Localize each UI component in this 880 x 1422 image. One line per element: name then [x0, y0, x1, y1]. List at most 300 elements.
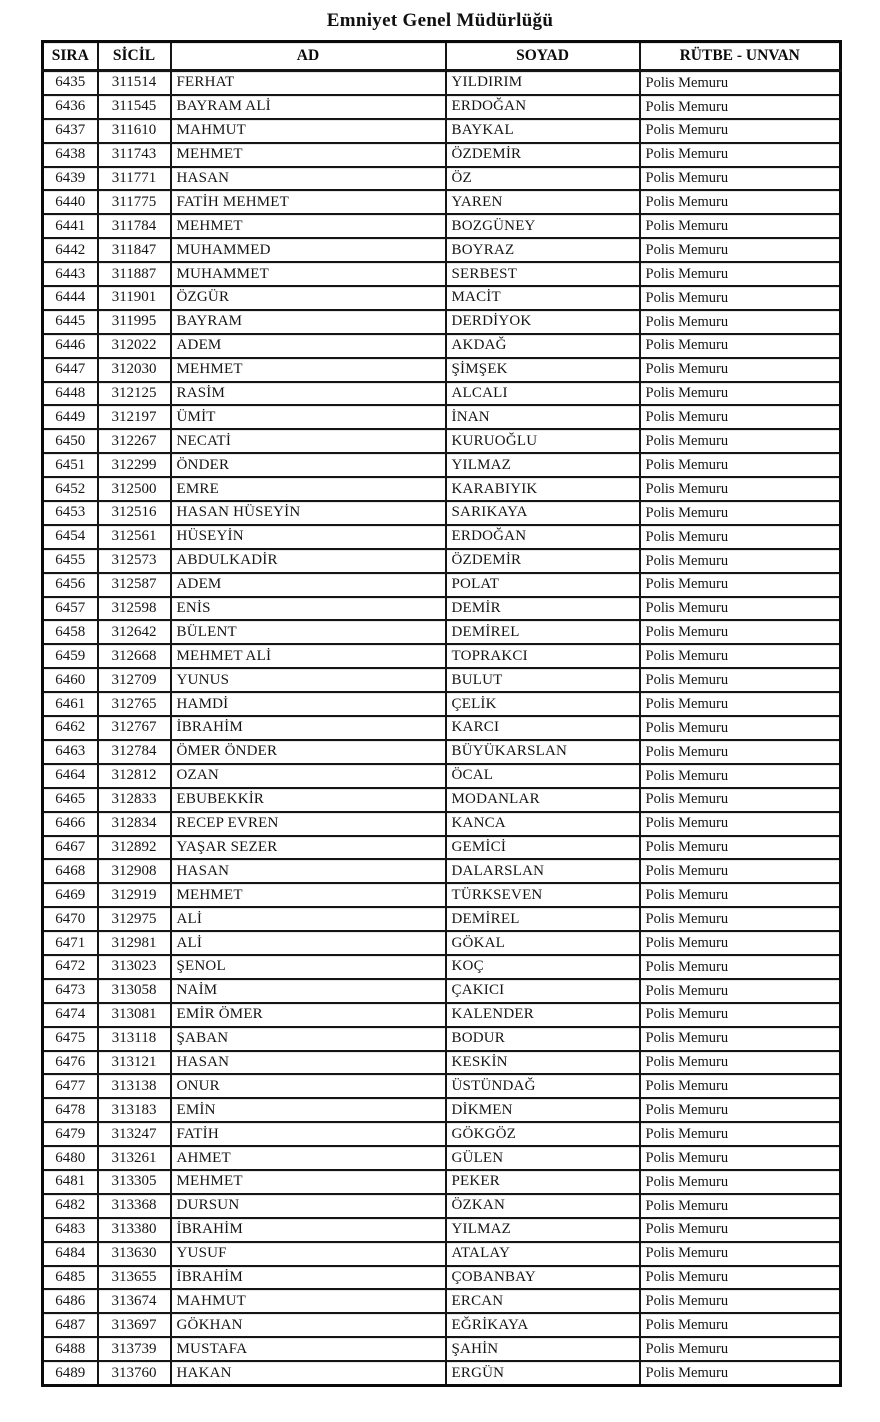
cell-sira: 6462	[43, 716, 98, 740]
cell-soyad: GÖKGÖZ	[446, 1122, 640, 1146]
cell-ad: EMİN	[171, 1098, 446, 1122]
cell-soyad: ÇELİK	[446, 692, 640, 716]
cell-sira: 6439	[43, 167, 98, 191]
cell-rutbe: Polis Memuru	[640, 907, 841, 931]
table-row	[43, 143, 841, 167]
cell-soyad: BULUT	[446, 668, 640, 692]
table-row	[43, 119, 841, 143]
cell-soyad: KESKİN	[446, 1051, 640, 1075]
table-row	[43, 692, 841, 716]
cell-soyad: GÖKAL	[446, 931, 640, 955]
cell-soyad: KARCI	[446, 716, 640, 740]
cell-sira: 6468	[43, 859, 98, 883]
column-header-sira: SIRA	[43, 42, 98, 71]
cell-soyad: EĞRİKAYA	[446, 1313, 640, 1337]
cell-rutbe: Polis Memuru	[640, 859, 841, 883]
cell-soyad: SERBEST	[446, 262, 640, 286]
cell-soyad: ERDOĞAN	[446, 525, 640, 549]
cell-sicil: 311775	[98, 190, 171, 214]
cell-sicil: 312834	[98, 812, 171, 836]
cell-sicil: 313630	[98, 1242, 171, 1266]
table-row	[43, 1242, 841, 1266]
cell-sira: 6472	[43, 955, 98, 979]
cell-sira: 6469	[43, 883, 98, 907]
cell-sira: 6444	[43, 286, 98, 310]
cell-sira: 6457	[43, 597, 98, 621]
cell-sicil: 312299	[98, 453, 171, 477]
cell-rutbe: Polis Memuru	[640, 620, 841, 644]
cell-soyad: SARIKAYA	[446, 501, 640, 525]
cell-ad: MAHMUT	[171, 119, 446, 143]
cell-sira: 6478	[43, 1098, 98, 1122]
cell-sira: 6460	[43, 668, 98, 692]
cell-sira: 6485	[43, 1266, 98, 1290]
cell-sicil: 313674	[98, 1289, 171, 1313]
cell-ad: ADEM	[171, 573, 446, 597]
cell-soyad: ÖZ	[446, 167, 640, 191]
cell-sira: 6448	[43, 382, 98, 406]
cell-rutbe: Polis Memuru	[640, 1051, 841, 1075]
cell-ad: ONUR	[171, 1074, 446, 1098]
cell-sicil: 312598	[98, 597, 171, 621]
cell-sicil: 311514	[98, 71, 171, 95]
column-header-rutbe-unvan: RÜTBE - UNVAN	[640, 42, 841, 71]
cell-ad: DURSUN	[171, 1194, 446, 1218]
cell-sicil: 313247	[98, 1122, 171, 1146]
cell-rutbe: Polis Memuru	[640, 1337, 841, 1361]
cell-sicil: 311887	[98, 262, 171, 286]
cell-rutbe: Polis Memuru	[640, 644, 841, 668]
cell-sira: 6463	[43, 740, 98, 764]
cell-sicil: 313380	[98, 1218, 171, 1242]
table-row	[43, 405, 841, 429]
cell-sicil: 312919	[98, 883, 171, 907]
cell-sicil: 313118	[98, 1027, 171, 1051]
table-row	[43, 453, 841, 477]
table-row	[43, 262, 841, 286]
cell-soyad: DEMİR	[446, 597, 640, 621]
cell-ad: HÜSEYİN	[171, 525, 446, 549]
cell-ad: MEHMET	[171, 358, 446, 382]
cell-ad: ÖNDER	[171, 453, 446, 477]
cell-ad: OZAN	[171, 764, 446, 788]
cell-sira: 6443	[43, 262, 98, 286]
cell-ad: ŞENOL	[171, 955, 446, 979]
cell-rutbe: Polis Memuru	[640, 238, 841, 262]
cell-ad: YUSUF	[171, 1242, 446, 1266]
cell-sira: 6459	[43, 644, 98, 668]
cell-sira: 6437	[43, 119, 98, 143]
cell-sicil: 312709	[98, 668, 171, 692]
cell-ad: İBRAHİM	[171, 1266, 446, 1290]
cell-rutbe: Polis Memuru	[640, 525, 841, 549]
table-row	[43, 214, 841, 238]
table-header	[43, 42, 841, 71]
cell-sira: 6484	[43, 1242, 98, 1266]
cell-rutbe: Polis Memuru	[640, 429, 841, 453]
cell-ad: HAMDİ	[171, 692, 446, 716]
cell-soyad: DALARSLAN	[446, 859, 640, 883]
cell-sira: 6461	[43, 692, 98, 716]
cell-rutbe: Polis Memuru	[640, 286, 841, 310]
cell-soyad: KALENDER	[446, 1003, 640, 1027]
cell-rutbe: Polis Memuru	[640, 1027, 841, 1051]
table-row	[43, 883, 841, 907]
cell-ad: MUSTAFA	[171, 1337, 446, 1361]
cell-soyad: PEKER	[446, 1170, 640, 1194]
column-header-sicil: SİCİL	[98, 42, 171, 71]
cell-rutbe: Polis Memuru	[640, 1289, 841, 1313]
cell-soyad: DEMİREL	[446, 620, 640, 644]
cell-sira: 6453	[43, 501, 98, 525]
cell-sira: 6467	[43, 836, 98, 860]
table-row	[43, 979, 841, 1003]
cell-rutbe: Polis Memuru	[640, 740, 841, 764]
table-row	[43, 382, 841, 406]
cell-soyad: ÇOBANBAY	[446, 1266, 640, 1290]
table-row	[43, 190, 841, 214]
cell-rutbe: Polis Memuru	[640, 453, 841, 477]
cell-soyad: BODUR	[446, 1027, 640, 1051]
cell-ad: MEHMET	[171, 1170, 446, 1194]
table-row	[43, 597, 841, 621]
cell-ad: MAHMUT	[171, 1289, 446, 1313]
cell-ad: FERHAT	[171, 71, 446, 95]
cell-rutbe: Polis Memuru	[640, 573, 841, 597]
cell-sira: 6483	[43, 1218, 98, 1242]
cell-sira: 6480	[43, 1146, 98, 1170]
cell-ad: RASİM	[171, 382, 446, 406]
cell-sira: 6435	[43, 71, 98, 95]
cell-rutbe: Polis Memuru	[640, 477, 841, 501]
cell-sira: 6455	[43, 549, 98, 573]
table-row	[43, 1027, 841, 1051]
cell-sicil: 311771	[98, 167, 171, 191]
cell-ad: HASAN HÜSEYİN	[171, 501, 446, 525]
cell-ad: AHMET	[171, 1146, 446, 1170]
cell-sira: 6451	[43, 453, 98, 477]
cell-sira: 6440	[43, 190, 98, 214]
cell-rutbe: Polis Memuru	[640, 955, 841, 979]
cell-soyad: TOPRAKCI	[446, 644, 640, 668]
header-row	[43, 42, 841, 71]
cell-sicil: 312784	[98, 740, 171, 764]
cell-sicil: 311784	[98, 214, 171, 238]
cell-sicil: 312516	[98, 501, 171, 525]
cell-sira: 6475	[43, 1027, 98, 1051]
cell-ad: FATİH	[171, 1122, 446, 1146]
table-row	[43, 740, 841, 764]
cell-soyad: MACİT	[446, 286, 640, 310]
cell-soyad: DEMİREL	[446, 907, 640, 931]
cell-sicil: 312573	[98, 549, 171, 573]
cell-soyad: ERGÜN	[446, 1361, 640, 1385]
cell-ad: HASAN	[171, 859, 446, 883]
cell-soyad: ŞİMŞEK	[446, 358, 640, 382]
table-row	[43, 716, 841, 740]
cell-rutbe: Polis Memuru	[640, 214, 841, 238]
table-row	[43, 1146, 841, 1170]
cell-rutbe: Polis Memuru	[640, 501, 841, 525]
personnel-table	[41, 40, 842, 1387]
cell-rutbe: Polis Memuru	[640, 764, 841, 788]
cell-sira: 6477	[43, 1074, 98, 1098]
cell-rutbe: Polis Memuru	[640, 334, 841, 358]
table-row	[43, 1051, 841, 1075]
cell-sicil: 312267	[98, 429, 171, 453]
cell-rutbe: Polis Memuru	[640, 1074, 841, 1098]
cell-sicil: 313261	[98, 1146, 171, 1170]
table-row	[43, 1266, 841, 1290]
cell-sicil: 313305	[98, 1170, 171, 1194]
cell-rutbe: Polis Memuru	[640, 1266, 841, 1290]
table-row	[43, 71, 841, 95]
cell-sira: 6436	[43, 95, 98, 119]
cell-sira: 6454	[43, 525, 98, 549]
cell-sicil: 312500	[98, 477, 171, 501]
table-row	[43, 1074, 841, 1098]
cell-sicil: 311743	[98, 143, 171, 167]
cell-ad: HASAN	[171, 1051, 446, 1075]
cell-rutbe: Polis Memuru	[640, 788, 841, 812]
cell-soyad: TÜRKSEVEN	[446, 883, 640, 907]
table-row	[43, 429, 841, 453]
cell-rutbe: Polis Memuru	[640, 310, 841, 334]
cell-ad: ABDULKADİR	[171, 549, 446, 573]
table-row	[43, 644, 841, 668]
cell-soyad: BOZGÜNEY	[446, 214, 640, 238]
cell-sicil: 313739	[98, 1337, 171, 1361]
cell-soyad: ERDOĞAN	[446, 95, 640, 119]
cell-rutbe: Polis Memuru	[640, 692, 841, 716]
cell-sicil: 313655	[98, 1266, 171, 1290]
cell-rutbe: Polis Memuru	[640, 167, 841, 191]
table-row	[43, 1289, 841, 1313]
cell-rutbe: Polis Memuru	[640, 1313, 841, 1337]
cell-sira: 6471	[43, 931, 98, 955]
cell-ad: BAYRAM	[171, 310, 446, 334]
cell-soyad: ALCALI	[446, 382, 640, 406]
cell-sicil: 313760	[98, 1361, 171, 1385]
cell-sicil: 313023	[98, 955, 171, 979]
cell-soyad: GEMİCİ	[446, 836, 640, 860]
cell-soyad: DİKMEN	[446, 1098, 640, 1122]
cell-sicil: 311901	[98, 286, 171, 310]
cell-rutbe: Polis Memuru	[640, 883, 841, 907]
table-row	[43, 1313, 841, 1337]
table-row	[43, 477, 841, 501]
cell-soyad: KANCA	[446, 812, 640, 836]
table-row	[43, 286, 841, 310]
cell-sicil: 311545	[98, 95, 171, 119]
cell-ad: ALİ	[171, 931, 446, 955]
cell-sicil: 313368	[98, 1194, 171, 1218]
cell-ad: ÖMER ÖNDER	[171, 740, 446, 764]
cell-sira: 6470	[43, 907, 98, 931]
cell-rutbe: Polis Memuru	[640, 1098, 841, 1122]
cell-rutbe: Polis Memuru	[640, 358, 841, 382]
table-row	[43, 549, 841, 573]
cell-sicil: 312892	[98, 836, 171, 860]
cell-ad: HAKAN	[171, 1361, 446, 1385]
cell-sicil: 312975	[98, 907, 171, 931]
cell-sira: 6449	[43, 405, 98, 429]
cell-rutbe: Polis Memuru	[640, 979, 841, 1003]
cell-sira: 6479	[43, 1122, 98, 1146]
cell-ad: İBRAHİM	[171, 1218, 446, 1242]
cell-rutbe: Polis Memuru	[640, 1146, 841, 1170]
cell-sicil: 312981	[98, 931, 171, 955]
table-row	[43, 788, 841, 812]
cell-rutbe: Polis Memuru	[640, 549, 841, 573]
table-row	[43, 1098, 841, 1122]
cell-rutbe: Polis Memuru	[640, 812, 841, 836]
table-row	[43, 334, 841, 358]
table-row	[43, 859, 841, 883]
table-row	[43, 573, 841, 597]
table-row	[43, 836, 841, 860]
cell-sira: 6464	[43, 764, 98, 788]
cell-rutbe: Polis Memuru	[640, 1361, 841, 1385]
cell-rutbe: Polis Memuru	[640, 836, 841, 860]
cell-ad: NAİM	[171, 979, 446, 1003]
cell-sicil: 313697	[98, 1313, 171, 1337]
page-title: Emniyet Genel Müdürlüğü	[326, 10, 554, 31]
cell-sicil: 312125	[98, 382, 171, 406]
cell-ad: İBRAHİM	[171, 716, 446, 740]
cell-ad: MEHMET	[171, 883, 446, 907]
cell-rutbe: Polis Memuru	[640, 716, 841, 740]
cell-rutbe: Polis Memuru	[640, 95, 841, 119]
table-row	[43, 931, 841, 955]
cell-ad: ŞABAN	[171, 1027, 446, 1051]
cell-sira: 6482	[43, 1194, 98, 1218]
cell-soyad: DERDİYOK	[446, 310, 640, 334]
cell-sicil: 312561	[98, 525, 171, 549]
cell-sira: 6446	[43, 334, 98, 358]
cell-sira: 6465	[43, 788, 98, 812]
cell-ad: MUHAMMED	[171, 238, 446, 262]
cell-rutbe: Polis Memuru	[640, 1242, 841, 1266]
cell-sira: 6438	[43, 143, 98, 167]
cell-sira: 6474	[43, 1003, 98, 1027]
cell-soyad: AKDAĞ	[446, 334, 640, 358]
cell-sira: 6476	[43, 1051, 98, 1075]
cell-ad: YUNUS	[171, 668, 446, 692]
table-row	[43, 907, 841, 931]
cell-ad: ÜMİT	[171, 405, 446, 429]
cell-ad: EBUBEKKİR	[171, 788, 446, 812]
table-body	[43, 71, 841, 1386]
cell-soyad: YILMAZ	[446, 1218, 640, 1242]
cell-soyad: ATALAY	[446, 1242, 640, 1266]
cell-rutbe: Polis Memuru	[640, 190, 841, 214]
cell-rutbe: Polis Memuru	[640, 71, 841, 95]
cell-soyad: GÜLEN	[446, 1146, 640, 1170]
cell-sira: 6458	[43, 620, 98, 644]
cell-soyad: KOÇ	[446, 955, 640, 979]
cell-sicil: 312587	[98, 573, 171, 597]
cell-sira: 6481	[43, 1170, 98, 1194]
cell-sicil: 312197	[98, 405, 171, 429]
table-row	[43, 1122, 841, 1146]
cell-soyad: ÇAKICI	[446, 979, 640, 1003]
cell-sira: 6447	[43, 358, 98, 382]
cell-soyad: KARABIYIK	[446, 477, 640, 501]
cell-soyad: BÜYÜKARSLAN	[446, 740, 640, 764]
cell-soyad: ŞAHİN	[446, 1337, 640, 1361]
cell-sicil: 312022	[98, 334, 171, 358]
table-row	[43, 1337, 841, 1361]
cell-sicil: 312908	[98, 859, 171, 883]
cell-ad: ALİ	[171, 907, 446, 931]
column-header-soyad: SOYAD	[446, 42, 640, 71]
cell-sira: 6442	[43, 238, 98, 262]
table-row	[43, 1003, 841, 1027]
cell-rutbe: Polis Memuru	[640, 668, 841, 692]
cell-ad: MEHMET	[171, 143, 446, 167]
cell-sira: 6488	[43, 1337, 98, 1361]
cell-soyad: ÜSTÜNDAĞ	[446, 1074, 640, 1098]
cell-sicil: 312642	[98, 620, 171, 644]
cell-rutbe: Polis Memuru	[640, 143, 841, 167]
cell-sicil: 312833	[98, 788, 171, 812]
cell-ad: MEHMET	[171, 214, 446, 238]
cell-sicil: 313081	[98, 1003, 171, 1027]
cell-sicil: 313121	[98, 1051, 171, 1075]
cell-sira: 6450	[43, 429, 98, 453]
cell-sira: 6466	[43, 812, 98, 836]
cell-ad: EMİR ÖMER	[171, 1003, 446, 1027]
cell-ad: ÖZGÜR	[171, 286, 446, 310]
cell-ad: MEHMET ALİ	[171, 644, 446, 668]
cell-rutbe: Polis Memuru	[640, 405, 841, 429]
cell-ad: BAYRAM ALİ	[171, 95, 446, 119]
table-row	[43, 764, 841, 788]
cell-ad: EMRE	[171, 477, 446, 501]
cell-rutbe: Polis Memuru	[640, 382, 841, 406]
cell-rutbe: Polis Memuru	[640, 931, 841, 955]
cell-sicil: 312030	[98, 358, 171, 382]
cell-soyad: YILDIRIM	[446, 71, 640, 95]
table-row	[43, 1218, 841, 1242]
cell-soyad: ÖCAL	[446, 764, 640, 788]
cell-soyad: YILMAZ	[446, 453, 640, 477]
cell-ad: BÜLENT	[171, 620, 446, 644]
cell-sicil: 311995	[98, 310, 171, 334]
cell-ad: RECEP EVREN	[171, 812, 446, 836]
cell-ad: NECATİ	[171, 429, 446, 453]
cell-sira: 6445	[43, 310, 98, 334]
cell-ad: YAŞAR SEZER	[171, 836, 446, 860]
cell-soyad: BOYRAZ	[446, 238, 640, 262]
cell-sira: 6456	[43, 573, 98, 597]
cell-ad: ENİS	[171, 597, 446, 621]
cell-ad: ADEM	[171, 334, 446, 358]
cell-ad: FATİH MEHMET	[171, 190, 446, 214]
table-row	[43, 167, 841, 191]
cell-sicil: 312668	[98, 644, 171, 668]
cell-sicil: 311610	[98, 119, 171, 143]
cell-sicil: 311847	[98, 238, 171, 262]
cell-sira: 6441	[43, 214, 98, 238]
cell-sicil: 312767	[98, 716, 171, 740]
table-row	[43, 1361, 841, 1385]
table-row	[43, 238, 841, 262]
cell-soyad: ÖZDEMİR	[446, 143, 640, 167]
cell-soyad: ÖZDEMİR	[446, 549, 640, 573]
table-row	[43, 95, 841, 119]
